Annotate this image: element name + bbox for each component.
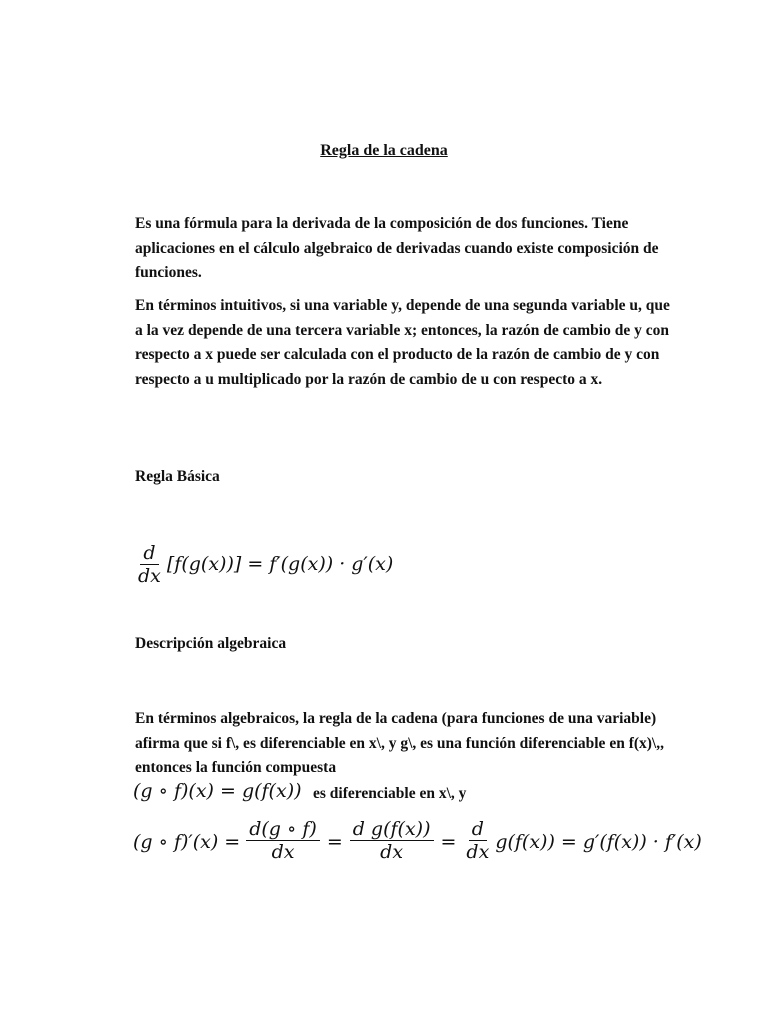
intuitive-var-y-1: y	[391, 297, 399, 314]
formula-basic-den: dx	[138, 564, 161, 587]
formula-derivative-eq1: =	[326, 831, 343, 853]
formula-derivative-frac3-num: d	[469, 818, 487, 841]
formula-derivative	[133, 818, 702, 864]
heading-basic-rule: Regla Básica	[135, 468, 220, 485]
formula-derivative-frac2	[350, 818, 434, 863]
formula-derivative-frac1	[246, 818, 320, 863]
formula-derivative-frac2-num: d g(f(x))	[350, 818, 434, 841]
formula-derivative-frac1-den: dx	[271, 841, 295, 863]
document-title: Regla de la cadena	[320, 142, 448, 159]
intro-paragraph: Es una fórmula para la derivada de la composición de dos funciones. Tiene aplicaciones en el cálculo algebraico de derivadas cuando existe composición de funciones.	[135, 215, 659, 281]
intuitive-text-3: con respecto a u multiplicado por la razón de cambio de u con respecto a x.	[135, 346, 660, 388]
formula-derivative-frac2-den: dx	[380, 841, 404, 863]
intuitive-text-1: En términos intuitivos, si una variable	[135, 297, 392, 314]
algebraic-paragraph: En términos algebraicos, la regla de la cadena (para funciones de una variable) afirma que si f\, es diferenciable en x\, y g\, es una función diferenciable en f(x)\,, entonces la función compuesta	[135, 710, 664, 776]
intuitive-text-2: , depende de una segunda variable u, que a la vez depende de una tercera variable x; entonces, la razón de cambio de y con respecto a x puede ser calculada con el producto de la razón de cambio de	[135, 297, 670, 363]
intuitive-paragraph	[135, 294, 675, 392]
formula-composition: (g ∘ f)(x) = g(f(x))	[133, 780, 302, 802]
formula-basic-body: [f(g(x))] = f′(g(x)) · g′(x)	[166, 553, 394, 575]
formula-derivative-frac1-num: d(g ∘ f)	[246, 818, 320, 841]
composition-note: es diferenciable en x\, y	[313, 785, 467, 802]
formula-derivative-eq2: =	[440, 831, 457, 853]
formula-basic-num: d	[140, 542, 158, 565]
formula-derivative-lhs: (g ∘ f)′(x) =	[133, 831, 241, 853]
formula-derivative-frac3	[463, 818, 492, 863]
formula-basic-fraction	[135, 542, 164, 587]
intuitive-var-y-2: y	[624, 346, 633, 363]
formula-derivative-rhs: g(f(x)) = g′(f(x)) · f′(x)	[495, 831, 702, 853]
formula-basic-rule	[132, 536, 394, 592]
formula-derivative-frac3-den: dx	[466, 841, 490, 863]
heading-algebraic-description: Descripción algebraica	[135, 635, 287, 652]
